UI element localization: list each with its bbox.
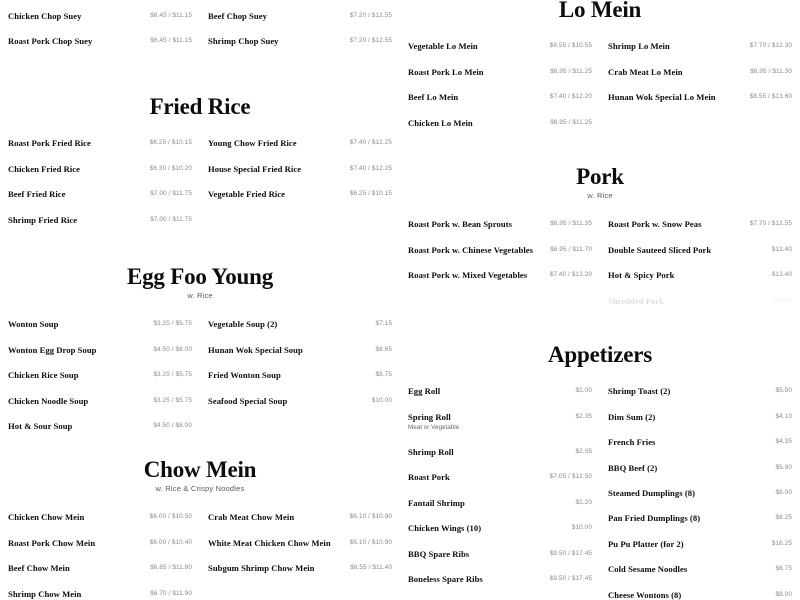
menu-item [208,562,392,574]
menu-section-egg-foo-young [0,265,400,445]
menu-item-price: $5.50 [775,387,792,395]
menu-item-main [8,137,91,149]
menu-item-name: Chicken Chow Mein [8,512,85,523]
menu-item-name: Dim Sum (2) [608,411,656,422]
section-subcolumn-right [200,511,400,600]
menu-item-main [8,35,92,47]
menu-item-price: $16.25 [771,539,792,547]
menu-item-main [208,511,294,523]
menu-item-main [608,411,655,423]
menu-item-name: Hunan Wok Special Soup [208,344,303,355]
menu-item-description: Meat or Vegetable [408,424,460,432]
menu-section-lo-mein [400,0,800,142]
menu-item-name: Roast Pork w. Snow Peas [608,219,702,230]
menu-item-price: $4.35 [775,438,792,446]
section-subcolumn-right [600,385,800,600]
menu-item-main [608,436,655,448]
menu-item-main [408,522,481,534]
menu-item-price: $6.00 / $10.50 [149,513,192,521]
menu-item-price: $8.00 [775,590,792,598]
section-subcolumn-left [0,137,200,239]
menu-item-name: Subgum Shrimp Chow Mein [208,563,315,574]
menu-item-price: $12.40 [771,245,792,253]
menu-item [208,188,392,200]
menu-item-price: $8.65 [375,345,392,353]
menu-item-main [8,163,80,175]
menu-item-price: $2.35 [575,412,592,420]
menu-item-name: Hot & Spicy Pork [608,270,675,281]
menu-item [8,163,192,175]
section-subtitle: w. Rice & Crispy Noodles [155,484,245,494]
menu-item [8,369,192,381]
menu-item-name: Seafood Special Soup [208,395,288,406]
menu-item-price: $7.20 / $12.55 [349,12,392,19]
menu-item-name: Chicken Noodle Soup [8,395,89,406]
menu-item-price: $5.90 [775,463,792,471]
menu-item [608,436,792,448]
menu-item [608,66,792,78]
menu-item [608,218,792,230]
menu-item-name: Young Chow Fried Rice [208,138,297,149]
section-items [400,40,800,142]
menu-item-price: $6.45 / $11.15 [150,12,192,19]
menu-item-name: Crab Meat Lo Mein [608,66,683,77]
section-subcolumn-right [200,137,400,239]
menu-item [608,487,792,499]
menu-item-name: Roast Pork w. Bean Sprouts [408,219,513,230]
menu-item-name: Shrimp Fried Rice [8,214,78,225]
menu-item [408,385,592,397]
menu-item-name: Roast Pork Chow Mein [8,537,96,548]
menu-item-name: Chicken Chop Suey [8,11,82,21]
menu-item [208,163,392,175]
section-heading [400,343,800,367]
menu-item [8,318,192,330]
menu-item-name: Cheese Wontons (8) [608,589,682,600]
menu-item-name: Beef Lo Mein [408,92,459,103]
section-heading [400,0,800,22]
menu-item-price: $8.55 / $13.60 [749,93,792,101]
menu-item-main [208,163,301,175]
menu-item-price: $6.10 / $10.90 [349,538,392,546]
menu-item-price: $3.25 / $5.75 [153,396,192,404]
section-heading [0,95,400,119]
menu-item [608,538,792,550]
menu-item [208,137,392,149]
menu-item-name: Wonton Soup [8,319,59,330]
section-items [0,511,400,600]
menu-section-chow-mein [0,458,400,600]
menu-item [8,511,192,523]
menu-item-price: $6.55 / $11.40 [350,564,392,572]
menu-item-main [408,91,458,103]
menu-section-appetizers [400,343,800,600]
section-subcolumn-right [200,318,400,445]
menu-item [208,511,392,523]
menu-item [408,522,592,534]
menu-item-price: $7.40 / $12.20 [549,93,592,101]
menu-item-name: Boneless Spare Ribs [408,574,483,585]
menu-item-price: $6.55 / $10.55 [549,42,592,50]
menu-item-main [608,295,664,307]
menu-item-name: Shrimp Chop Suey [208,36,279,47]
menu-item-name: White Meat Chicken Chow Mein [208,537,331,548]
section-subtitle: w. Rice [587,191,613,201]
section-heading [400,165,800,200]
menu-item-name: Fantail Shrimp [408,497,465,508]
menu-item-price: $6.25 / $10.15 [149,139,192,147]
menu-item [8,395,192,407]
menu-item-price: $7.00 / $11.75 [150,190,192,198]
menu-item [208,35,392,47]
menu-item [8,537,192,549]
menu-item-name: Fried Wonton Soup [208,370,281,381]
menu-item-main [408,117,473,129]
section-title: Lo Mein [558,0,642,22]
menu-item-name: Vegetable Fried Rice [208,189,286,200]
menu-item-main [408,218,512,230]
menu-item [408,471,592,483]
menu-item [608,411,792,423]
menu-item-main [8,588,81,600]
menu-item [8,344,192,356]
menu-item-main [608,538,684,550]
menu-item [608,269,792,281]
menu-item-price: $6.95 / $11.35 [550,220,592,228]
menu-item-name: Shredded Pork [608,295,665,306]
menu-item [608,40,792,52]
section-title: Pork [576,164,624,189]
menu-item-price: $6.75 [775,565,792,573]
menu-item-name: Cold Sesame Noodles [608,564,688,575]
menu-item-main [408,385,440,397]
menu-section-chop-suey [0,10,400,61]
menu-item-price: $6.25 / $10.15 [349,190,392,198]
menu-item-name: Wonton Egg Drop Soup [8,344,97,355]
menu-item-name: Beef Chop Suey [208,11,267,21]
section-subcolumn-right [600,218,800,320]
menu-column-right [400,0,800,600]
menu-item-name: Hot & Sour Soup [8,420,73,431]
menu-item-price: $8.00 [775,488,792,496]
menu-item-name: BBQ Beef (2) [608,462,658,473]
menu-item [208,537,392,549]
menu-item-name: Vegetable Lo Mein [408,41,478,52]
menu-item [208,10,392,22]
menu-item-price: $6.95 / $11.30 [750,67,792,75]
section-subcolumn-left [0,10,200,61]
menu-item-price: $7.40 / $12.25 [349,164,392,172]
menu-item-main [608,462,657,474]
menu-item-name: Vegetable Soup (2) [208,319,278,330]
menu-item [408,548,592,560]
menu-item-price: $7.20 / $12.55 [349,37,392,45]
menu-item-price: $6.10 / $10.90 [349,513,392,521]
menu-item-name: Spring Roll [408,411,451,422]
section-items [0,10,400,61]
menu-item-name: Hunan Wok Special Lo Mein [608,92,716,103]
menu-item-main [408,548,469,560]
section-subcolumn-left [400,218,600,320]
menu-item-main [208,537,331,549]
menu-item-main [608,218,702,230]
menu-item-main [8,420,72,432]
menu-item [408,91,592,103]
menu-item-main [208,395,287,407]
menu-item-name: House Special Fried Rice [208,163,302,174]
menu-item-name: Roast Pork w. Mixed Vegetables [408,270,528,281]
menu-item-price: $7.70 / $12.55 [749,220,792,228]
menu-item-main [8,369,79,381]
section-heading [0,265,400,300]
menu-item-main [208,369,281,381]
menu-item-main [608,244,711,256]
menu-item-main [208,35,279,47]
menu-item-price: $7.15 [375,320,392,328]
menu-item [608,244,792,256]
menu-item-name: Shrimp Lo Mein [608,41,670,52]
menu-item [8,188,192,200]
section-subcolumn-left [400,385,600,600]
menu-item-main [608,91,716,103]
menu-item [408,117,592,129]
menu-item [608,91,792,103]
menu-item [408,269,592,281]
menu-item-price: $6.65 / $11.80 [150,564,192,572]
menu-item-name: Egg Roll [408,386,441,397]
menu-item-price: $6.95 / $11.25 [550,118,592,126]
menu-item-name: Chicken Rice Soup [8,370,79,381]
menu-item-price: $9.50 / $17.45 [549,575,592,583]
menu-item [408,244,592,256]
menu-item [8,137,192,149]
menu-item-name: Double Sauteed Sliced Pork [608,244,712,255]
menu-item-price: $4.10 [775,412,792,420]
menu-item-main [408,573,483,585]
section-items [400,385,800,600]
menu-section-pork [400,165,800,320]
menu-item-name: Crab Meat Chow Mein [208,512,295,523]
menu-item-price: $7.40 / $12.25 [349,139,392,147]
menu-item [408,40,592,52]
menu-item-name: Pu Pu Platter (for 2) [608,538,684,549]
menu-item-name: Roast Pork [408,472,450,483]
menu-item-price: $2.35 [575,447,592,455]
section-subtitle: w. Rice [187,291,213,301]
menu-item-price: $2.20 [575,498,592,506]
menu-item-price: $6.95 / $11.70 [550,245,592,253]
menu-item [608,295,792,307]
menu-item-main [208,344,303,356]
menu-item-main [608,487,695,499]
menu-item-main [8,344,96,356]
menu-item-price: $6.45 / $11.15 [150,37,192,45]
menu-item-price: $4.50 / $8.00 [153,421,192,429]
menu-item [608,563,792,575]
menu-item [8,35,192,47]
menu-item-price: $3.25 / $5.75 [153,320,192,328]
menu-item-name: Chicken Wings (10) [408,523,482,534]
menu-item-main [208,10,267,22]
menu-item-main [608,269,674,281]
menu-item-price: $6.00 / $10.40 [149,538,192,546]
menu-item-name: Beef Chow Mein [8,563,70,574]
menu-item-name: Shrimp Roll [408,446,454,457]
menu-item-main [8,318,58,330]
menu-item [208,318,392,330]
menu-item-main [608,66,683,78]
menu-item-main [408,497,465,509]
menu-item-price: $12.40 [771,271,792,279]
menu-item-main [8,214,77,226]
section-subcolumn-left [0,318,200,445]
menu-item [208,395,392,407]
menu-item-price: $8.25 [775,514,792,522]
menu-item [8,214,192,226]
menu-item [208,344,392,356]
section-title: Chow Mein [143,457,257,482]
section-subcolumn-left [0,511,200,600]
menu-item-name: Beef Fried Rice [8,189,66,200]
menu-item [408,218,592,230]
menu-item-name: Chicken Fried Rice [8,163,81,174]
menu-item-main [608,512,700,524]
menu-item [408,497,592,509]
menu-item-price: $10.00 [371,396,392,404]
menu-item-name: Pan Fried Dumplings (8) [608,513,701,524]
menu-item-main [8,10,81,22]
menu-item-main [408,411,459,433]
menu-item-price: $7.00 / $11.75 [150,215,192,223]
menu-item [608,462,792,474]
menu-item-price: $6.70 / $11.90 [150,589,192,597]
menu-item-price: $6.30 / $10.20 [149,164,192,172]
menu-item [408,446,592,458]
menu-item-price: $7.70 / $12.30 [749,42,792,50]
menu-item [408,573,592,585]
menu-item-price: $9.50 / $17.45 [549,549,592,557]
menu-item-main [208,137,297,149]
menu-item [208,369,392,381]
menu-item-main [608,563,687,575]
menu-item-main [408,66,484,78]
menu-item-price: $8.75 [375,371,392,379]
menu-item-name: French Fries [608,437,656,448]
menu-item-main [408,40,478,52]
menu-item-name: BBQ Spare Ribs [408,548,470,559]
menu-item-main [408,446,454,458]
section-items [0,318,400,445]
section-subcolumn-left [400,40,600,142]
menu-item [408,66,592,78]
menu-item-main [208,562,314,574]
menu-item-price: $2.00 [575,387,592,395]
menu-item-main [8,395,88,407]
menu-item-price: $10.00 [571,524,592,532]
section-heading [0,458,400,493]
section-title: Egg Foo Young [126,264,274,289]
menu-item-main [208,318,277,330]
section-items [0,137,400,239]
menu-item [8,10,192,22]
menu-item-main [408,471,450,483]
menu-item-main [8,188,66,200]
menu-item-name: Roast Pork w. Chinese Vegetables [408,244,534,255]
menu-item-name: Roast Pork Lo Mein [408,66,484,77]
menu-item-name: Roast Pork Fried Rice [8,138,91,149]
menu-item-price: $3.25 / $5.75 [153,371,192,379]
menu-item-main [8,537,95,549]
menu-item [8,588,192,600]
menu-item-main [208,188,285,200]
menu-item-main [608,385,670,397]
menu-item-main [408,269,527,281]
menu-item-main [8,511,84,523]
section-title: Appetizers [547,342,653,367]
section-subcolumn-right [600,40,800,142]
section-title: Fried Rice [149,94,251,119]
menu-item-name: Chicken Lo Mein [408,117,473,128]
menu-item [8,420,192,432]
menu-item [608,512,792,524]
menu-item-price: $7.40 / $12.20 [549,271,592,279]
menu-item-price: $4.50 / $8.00 [153,345,192,353]
menu-item-main [8,562,70,574]
menu-item-price: $6.95 / $11.25 [550,67,592,75]
menu-item [408,411,592,433]
menu-item-name: Shrimp Toast (2) [608,386,671,397]
menu-item-price: $7.05 / $12.50 [549,473,592,481]
section-items [400,218,800,320]
menu-item [8,562,192,574]
menu-item-name: Shrimp Chow Mein [8,588,82,599]
section-subcolumn-right [200,10,400,61]
menu-item-main [608,40,670,52]
menu-item-name: Steamed Dumplings (8) [608,487,695,498]
menu-item-main [608,589,681,600]
menu-item-main [408,244,533,256]
menu-item [608,385,792,397]
menu-item-price: $12.40 [771,296,792,304]
menu-section-fried-rice [0,95,400,239]
menu-item [608,589,792,600]
menu-item-name: Roast Pork Chop Suey [8,36,93,47]
